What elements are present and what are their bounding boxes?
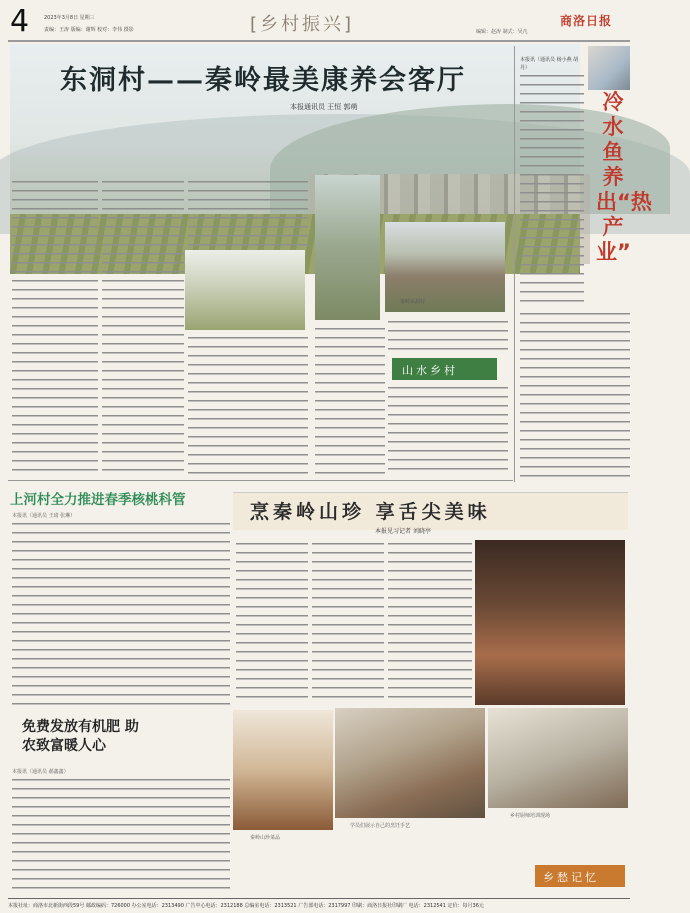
header-rule bbox=[8, 40, 630, 42]
photo-caption: 秦岭东洞村 bbox=[400, 299, 426, 305]
date-line: 2023年3月8日 星期三 bbox=[44, 15, 95, 21]
food-story-byline: 本报见习记者 刘晓亭 bbox=[375, 528, 431, 535]
page-number: 4 bbox=[10, 4, 30, 39]
fish-photo bbox=[588, 46, 630, 90]
right-story-headline: 冷水鱼养出“热产业” bbox=[596, 90, 652, 264]
top-story-title: 东洞村——秦岭最美康养会客厅 bbox=[60, 65, 466, 96]
top-story-column-3 bbox=[188, 178, 308, 246]
right-story-column-2 bbox=[520, 310, 630, 480]
right-story-byline: 本报讯（通讯员 杨小燕 胡丹） bbox=[520, 57, 579, 71]
photo-caption: 学员们展示自己的烹饪手艺 bbox=[350, 823, 411, 829]
footer-rule bbox=[8, 898, 630, 899]
top-story-column-1 bbox=[12, 178, 98, 474]
food-story-column-3 bbox=[388, 540, 472, 705]
left-story-2-headline: 免费发放有机肥 助农致富暖人心 bbox=[22, 719, 139, 754]
left-story-byline: 本报讯（通讯员 王琦 张琳） bbox=[12, 513, 76, 519]
section-rule bbox=[8, 480, 513, 481]
section-badge: 山水乡村 bbox=[392, 358, 497, 380]
chefs-photo bbox=[475, 540, 625, 705]
food-photo bbox=[488, 708, 628, 808]
left-story-body bbox=[12, 520, 230, 708]
food-story-title: 烹秦岭山珍 享舌尖美味 bbox=[250, 501, 491, 523]
top-story-column-5 bbox=[388, 318, 508, 354]
footer-info: 本报社址：商洛市北新街西段59号 邮政编码：726000 办公室电话：2313490 广告中心电话：2312188 总编室电话：2313521 广告部电话：2317997 印刷：商洛日报社印刷厂 电话：2312541 定价：每月36元 bbox=[8, 903, 484, 909]
top-story-byline: 本报通讯员 王恒 郭萌 bbox=[290, 103, 358, 111]
masthead bbox=[0, 0, 638, 40]
section-title: [乡村振兴] bbox=[250, 14, 355, 35]
left-story-2-body bbox=[12, 776, 230, 894]
food-photo bbox=[335, 708, 485, 818]
top-story-column-3b bbox=[188, 334, 308, 474]
food-story-column-1 bbox=[236, 540, 308, 705]
editors-line: 编辑：赵涛 制式：吴凡 bbox=[476, 29, 528, 35]
left-story-2-byline: 本报讯（通讯员 郝鑫鑫） bbox=[12, 769, 69, 775]
food-story-column-2 bbox=[312, 540, 384, 705]
section-badge: 乡愁记忆 bbox=[535, 865, 625, 887]
village-photo bbox=[315, 175, 380, 320]
staff-line: 责编：王涛 版编：谢辉 校对：李伟 摄影 bbox=[44, 27, 134, 33]
top-story-column-6 bbox=[388, 384, 508, 474]
top-story-column-4 bbox=[315, 325, 385, 475]
photo-caption: 乡村厨师培训现场 bbox=[510, 813, 551, 819]
village-photo bbox=[185, 250, 305, 330]
column-divider bbox=[514, 46, 515, 482]
food-photo bbox=[233, 710, 333, 830]
photo-caption: 秦岭山珍菜品 bbox=[250, 835, 281, 841]
right-story-column-1 bbox=[520, 72, 584, 306]
top-story-column-2 bbox=[102, 178, 184, 474]
left-story-headline: 上河村全力推进春季核桃科管 bbox=[10, 492, 186, 508]
paper-logo: 商洛日报 bbox=[560, 14, 613, 28]
